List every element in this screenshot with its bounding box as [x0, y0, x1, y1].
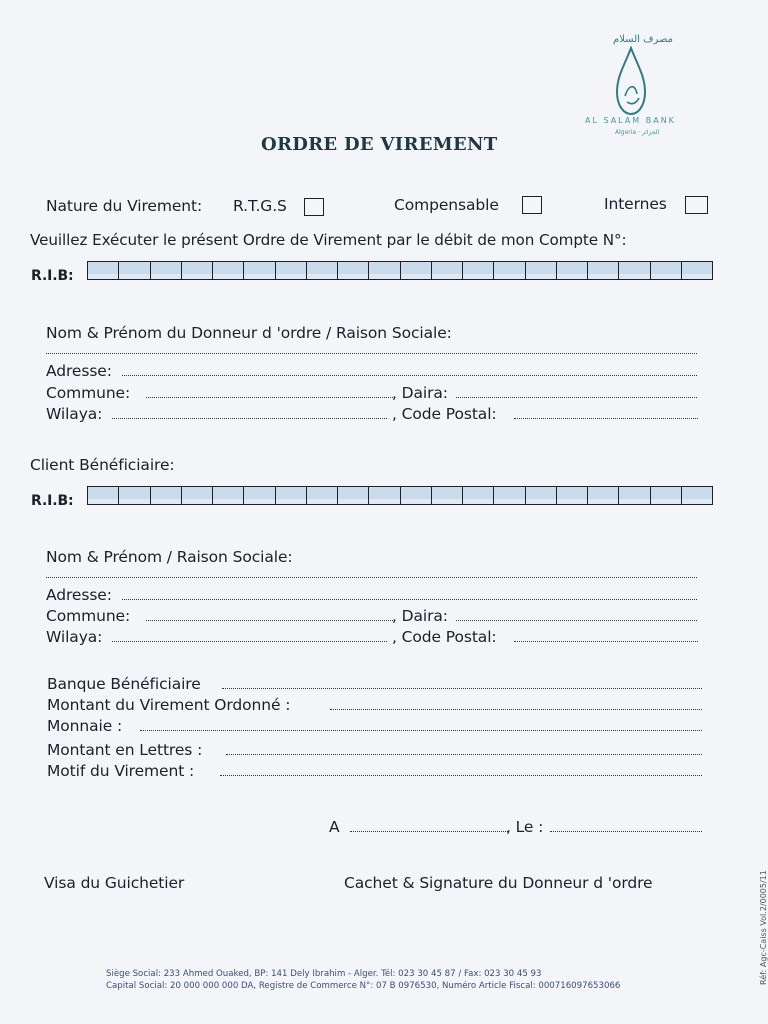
- beneficiaire-name-field[interactable]: [46, 577, 697, 578]
- lieu-label: A: [329, 818, 340, 836]
- page-title: ORDRE DE VIREMENT: [261, 134, 498, 155]
- motif-field[interactable]: [220, 775, 702, 776]
- instruction-text: Veuillez Exécuter le présent Ordre de Virement par le débit de mon Compte N°:: [30, 231, 627, 249]
- donneur-daira-label: , Daira:: [392, 384, 448, 402]
- logo-arabic-text: مصرف السلام: [613, 34, 673, 45]
- banque-beneficiaire-field[interactable]: [222, 688, 702, 689]
- lieu-field[interactable]: [350, 831, 508, 832]
- nature-label: Nature du Virement:: [46, 197, 203, 215]
- logo-sub: Algeria · الجزائر: [615, 129, 660, 136]
- beneficiaire-commune-label: Commune:: [46, 607, 131, 625]
- logo-drop-icon: [615, 46, 647, 116]
- footer-address: Siège Social: 233 Ahmed Ouaked, BP: 141 Dely Ibrahim - Alger. Tél: 023 30 45 87 / Fax: 023 30 45 93: [106, 969, 542, 979]
- footer-capital: Capital Social: 20 000 000 000 DA, Registre de Commerce N°: 07 B 0976530, Numéro Article Fiscal: 000716097653066: [106, 981, 621, 991]
- donneur-commune-label: Commune:: [46, 384, 131, 402]
- beneficiaire-commune-field[interactable]: [146, 620, 393, 621]
- rtgs-label: R.T.G.S: [233, 197, 287, 215]
- internes-checkbox[interactable]: [685, 196, 708, 214]
- rtgs-checkbox[interactable]: [304, 198, 324, 216]
- montant-lettres-field[interactable]: [226, 754, 702, 755]
- monnaie-label: Monnaie :: [47, 717, 123, 735]
- donneur-code-postal-label: , Code Postal:: [392, 405, 497, 423]
- beneficiaire-adresse-field[interactable]: [122, 599, 697, 600]
- rib-field-donneur[interactable]: [87, 261, 713, 280]
- donneur-name-label: Nom & Prénom du Donneur d 'ordre / Raison Sociale:: [46, 324, 452, 342]
- donneur-wilaya-field[interactable]: [112, 418, 387, 419]
- donneur-commune-field[interactable]: [146, 397, 393, 398]
- beneficiaire-name-label: Nom & Prénom / Raison Sociale:: [46, 548, 293, 566]
- donneur-name-field[interactable]: [46, 353, 697, 354]
- monnaie-field[interactable]: [140, 730, 702, 731]
- banque-beneficiaire-label: Banque Bénéficiaire: [47, 675, 201, 693]
- donneur-wilaya-label: Wilaya:: [46, 405, 103, 423]
- compensable-label: Compensable: [394, 196, 499, 214]
- montant-lettres-label: Montant en Lettres :: [47, 741, 203, 759]
- beneficiaire-wilaya-label: Wilaya:: [46, 628, 103, 646]
- beneficiaire-daira-field[interactable]: [456, 620, 697, 621]
- beneficiaire-code-postal-label: , Code Postal:: [392, 628, 497, 646]
- reference-code: Réf: Agc-Caiss Vol.2/0005/11: [759, 870, 768, 985]
- donneur-adresse-label: Adresse:: [46, 362, 112, 380]
- date-label: , Le :: [506, 818, 544, 836]
- rib-label-donneur: R.I.B:: [31, 268, 74, 284]
- beneficiaire-code-postal-field[interactable]: [514, 641, 698, 642]
- donneur-adresse-field[interactable]: [122, 375, 697, 376]
- donneur-code-postal-field[interactable]: [514, 418, 698, 419]
- motif-label: Motif du Virement :: [47, 762, 195, 780]
- beneficiaire-wilaya-field[interactable]: [112, 641, 387, 642]
- visa-guichetier-label: Visa du Guichetier: [44, 874, 185, 892]
- beneficiaire-daira-label: , Daira:: [392, 607, 448, 625]
- bank-logo: [585, 32, 695, 140]
- cachet-signature-label: Cachet & Signature du Donneur d 'ordre: [344, 874, 653, 892]
- beneficiaire-adresse-label: Adresse:: [46, 586, 112, 604]
- donneur-daira-field[interactable]: [456, 397, 697, 398]
- montant-label: Montant du Virement Ordonné :: [47, 696, 291, 714]
- internes-label: Internes: [604, 195, 667, 213]
- beneficiaire-heading: Client Bénéficiaire:: [30, 456, 175, 474]
- date-field[interactable]: [550, 831, 702, 832]
- logo-brand: AL SALAM BANK: [585, 116, 676, 125]
- compensable-checkbox[interactable]: [522, 196, 542, 214]
- rib-field-beneficiaire[interactable]: [87, 486, 713, 505]
- rib-label-beneficiaire: R.I.B:: [31, 493, 74, 509]
- montant-field[interactable]: [330, 709, 702, 710]
